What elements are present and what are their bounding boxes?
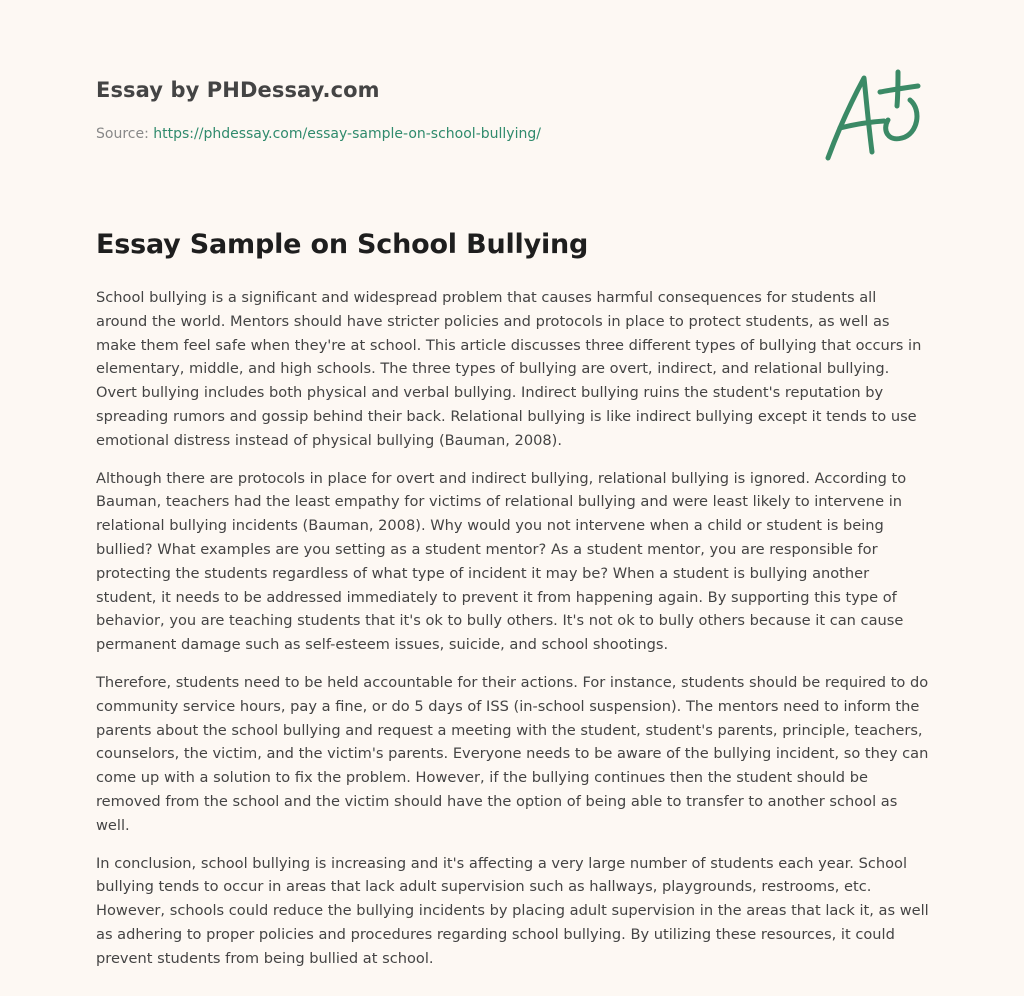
page-header [96,76,796,144]
article-body [96,286,932,985]
paragraph: Therefore, students need to be held accountable for their actions. For instance, students should be required to do community service hours, pay a fine, or do 5 days of ISS (in-school suspension). The mentors need to inform the parents about the school bullying and request a meeting with the student, student's parents, principle, teachers, counselors, the victim, and the victim's parents. Everyone needs to be aware of the bullying incident, so they can come up with a solution to fix the problem. However, if the bullying continues then the student should be removed from the school and the victim should have the option of being able to transfer to another school as well. [96,673,929,834]
source-link[interactable]: https://phdessay.com/essay-sample-on-school-bullying/ [153,126,541,142]
source-label: Source: [96,126,149,142]
brand-title: Essay by PHDessay.com [96,78,380,102]
source-line [96,124,796,144]
a-plus-logo-icon [818,66,928,166]
article-title: Essay Sample on School Bullying [96,229,589,260]
paragraph: Although there are protocols in place for overt and indirect bullying, relational bullying is ignored. According to Bauman, teachers had the least empathy for victims of relational bullying and were least likely to intervene in relational bullying incidents (Bauman, 2008). Why would you not intervene when a child or student is being bullied? What examples are you setting as a student mentor? As a student mentor, you are responsible for protecting the students regardless of what type of incident it may be? When a student is bullying another student, it needs to be addressed immediately to prevent it from happening again. By supporting this type of behavior, you are teaching students that it's ok to bully others. It's not ok to bully others because it can cause permanent damage such as self-esteem issues, suicide, and school shootings. [96,469,907,654]
paragraph: School bullying is a significant and widespread problem that causes harmful consequences for students all around the world. Mentors should have stricter policies and protocols in place to protect students, as well as make them feel safe when they're at school. This article discusses three different types of bullying that occurs in elementary, middle, and high schools. The three types of bullying are overt, indirect, and relational bullying. Overt bullying includes both physical and verbal bullying. Indirect bullying ruins the student's reputation by spreading rumors and gossip behind their back. Relational bullying is like indirect bullying except it tends to use emotional distress instead of physical bullying (Bauman, 2008). [96,289,922,449]
paragraph: In conclusion, school bullying is increasing and it's affecting a very large number of students each year. School bullying tends to occur in areas that lack adult supervision such as hallways, playgrounds, restrooms, etc. However, schools could reduce the bullying incidents by placing adult supervision in the areas that lack it, as well as adhering to proper policies and procedures regarding school bullying. By utilizing these resources, it could prevent students from being bullied at school. [96,854,929,967]
